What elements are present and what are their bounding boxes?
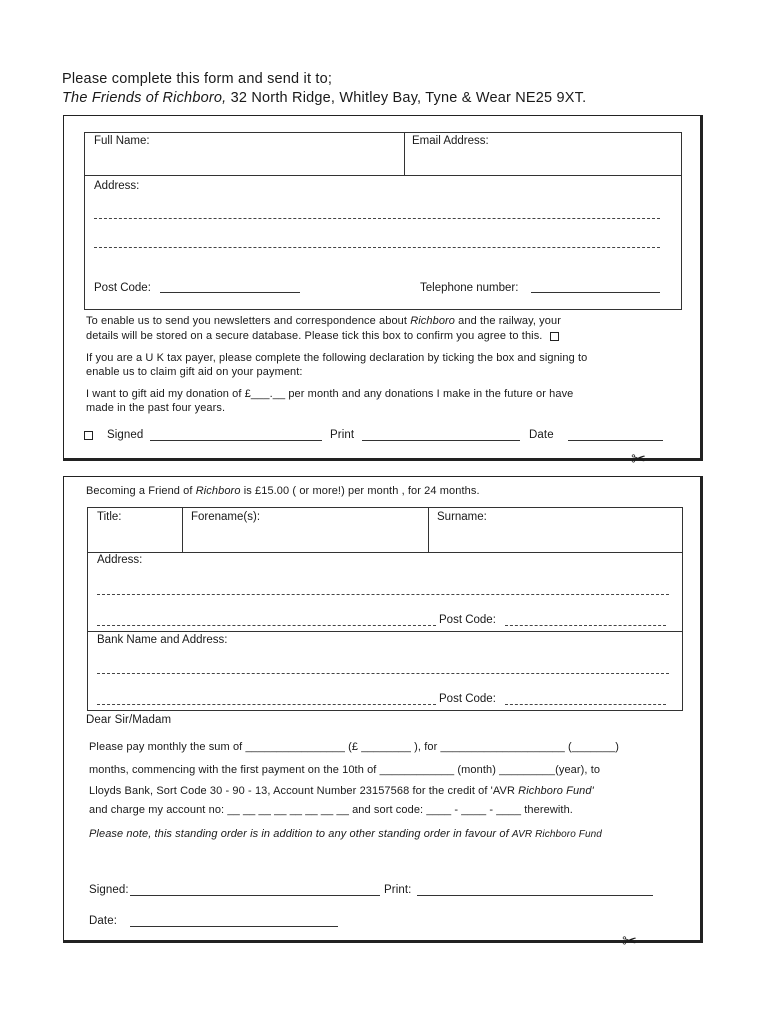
date-label-2: Date: (89, 915, 117, 927)
address-label: Address: (94, 180, 140, 192)
consent-text-line2: details will be stored on a secure database. Please tick this box to confirm you agree to this. (86, 330, 543, 342)
lloyds-em: Richboro Fund' (518, 785, 594, 797)
membership-intro (86, 485, 480, 497)
telephone-line[interactable] (531, 292, 660, 293)
forename-label: Forename(s): (191, 511, 261, 523)
address-cell (84, 175, 682, 310)
post-code-line[interactable] (160, 292, 300, 293)
giftaid-text-1: If you are a U K tax payer, please complete the following declaration by ticking the box and signing to (86, 352, 588, 364)
giftaid-text-2: enable us to claim gift aid on your payment: (86, 366, 303, 378)
consent-text-a: To enable us to send you newsletters and correspondence about (86, 315, 411, 327)
address-line-2[interactable] (94, 247, 660, 248)
address-line-1[interactable] (94, 218, 660, 219)
intro-a: Becoming a Friend of (86, 485, 196, 497)
intro-em: Richboro (195, 485, 241, 497)
signed-label: Signed (107, 429, 144, 441)
print-line-2[interactable] (417, 895, 653, 896)
consent-text-2 (86, 330, 562, 342)
months-line: months, commencing with the first payment on the 10th of ____________ (month) _________(year), to (89, 764, 601, 776)
email-label: Email Address: (412, 135, 489, 147)
date-line-2[interactable] (130, 926, 338, 927)
scissors-icon: ✂ (631, 449, 647, 469)
post-code-label-2: Post Code: (439, 614, 496, 626)
header-org: The Friends of Richboro, (62, 90, 227, 106)
bank-line-1[interactable] (97, 673, 669, 674)
signed-label-2: Signed: (89, 884, 129, 896)
address2-line-2[interactable] (97, 625, 436, 626)
consent-text-em: Richboro (410, 315, 456, 327)
charge-line: and charge my account no: __ __ __ __ __ __ __ __ and sort code: ____ - ____ - ____ therewith. (89, 804, 573, 816)
address2-line-1[interactable] (97, 594, 669, 595)
gift-declaration-1: I want to gift aid my donation of £___.__ per month and any donations I make in the future or have (86, 388, 574, 400)
standing-order-note (89, 828, 602, 840)
header-address: 32 North Ridge, Whitley Bay, Tyne & Wear NE25 9XT. (226, 90, 587, 106)
pay-line: Please pay monthly the sum of ________________ (£ ________ ), for ____________________ (_______) (89, 741, 620, 753)
address-cell-2 (87, 552, 683, 632)
signed-line-2[interactable] (130, 895, 380, 896)
lloyds-a: Lloyds Bank, Sort Code 30 - 90 - 13, Account Number 23157568 for the credit of 'AVR (89, 785, 519, 797)
print-label-2: Print: (384, 884, 412, 896)
consent-checkbox[interactable] (550, 332, 559, 341)
consent-text-1 (86, 315, 561, 327)
post-code-label: Post Code: (94, 282, 151, 294)
consent-text-b: and the railway, your (455, 315, 561, 327)
date-line[interactable] (568, 440, 663, 441)
post-code-line-3[interactable] (505, 704, 666, 705)
header-line-2 (62, 90, 586, 106)
title-label: Title: (97, 511, 122, 523)
intro-b: is £15.00 ( or more!) per month , for 24 months. (240, 485, 480, 497)
note-b: AVR Richboro Fund (511, 829, 602, 840)
signed-line[interactable] (150, 440, 322, 441)
print-line[interactable] (362, 440, 520, 441)
bank-label: Bank Name and Address: (97, 634, 228, 646)
giftaid-checkbox[interactable] (84, 431, 93, 440)
address-label-2: Address: (97, 554, 143, 566)
full-name-label: Full Name: (94, 135, 150, 147)
post-code-label-3: Post Code: (439, 693, 496, 705)
note-a: Please note, this standing order is in addition to any other standing order in favour of (89, 828, 512, 840)
telephone-label: Telephone number: (420, 282, 519, 294)
scissors-icon: ✂ (622, 931, 638, 951)
print-label: Print (330, 429, 355, 441)
surname-label: Surname: (437, 511, 487, 523)
salutation: Dear Sir/Madam (86, 714, 172, 726)
lloyds-line (89, 785, 594, 797)
gift-declaration-2: made in the past four years. (86, 402, 226, 414)
bank-line-2[interactable] (97, 704, 436, 705)
date-label: Date (529, 429, 554, 441)
post-code-line-2[interactable] (505, 625, 666, 626)
header-line-1: Please complete this form and send it to; (62, 71, 333, 87)
